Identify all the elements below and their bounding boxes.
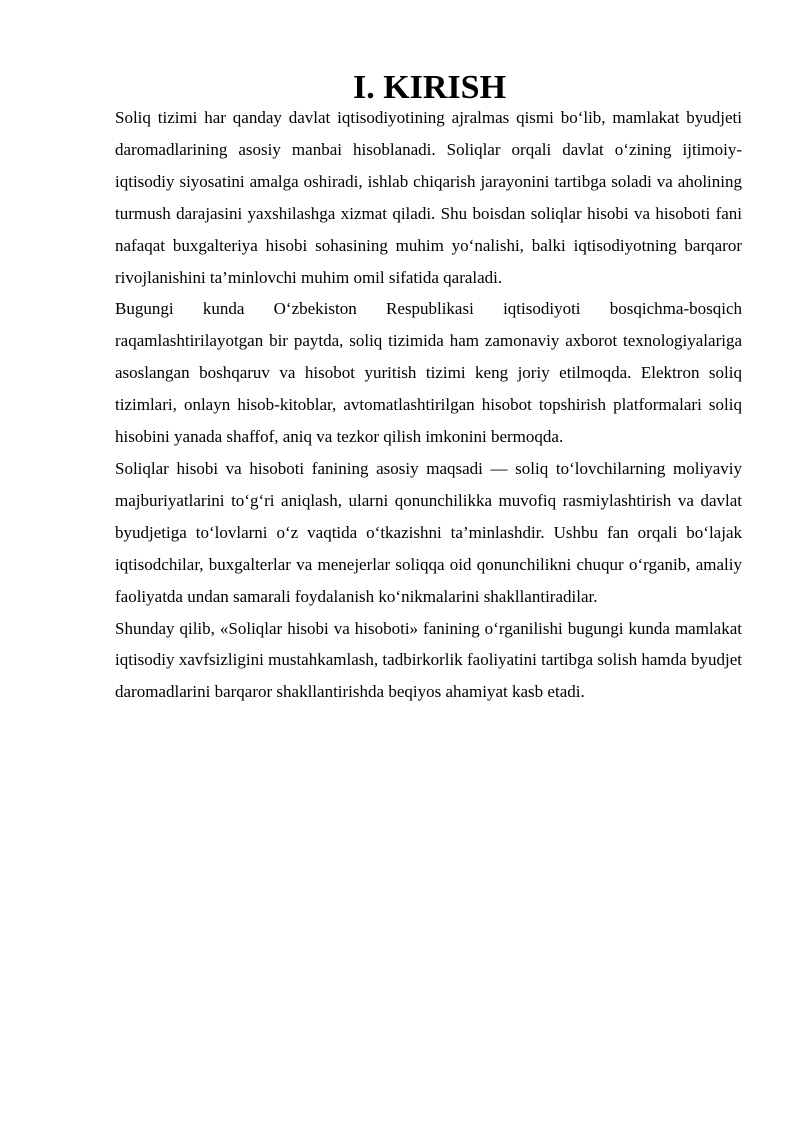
paragraph-3: Soliqlar hisobi va hisoboti fanining asosiy maqsadi — soliq to‘lovchilarning moliyaviy majburiyatlarini to‘g‘ri aniqlash, ularni qonunchilikka muvofiq rasmiylashtirish va davlat byudjetiga to‘lovlarni o‘z vaqtida o‘tkazishni ta’minlashdir. Ushbu fan orqali bo‘lajak iqtisodchilar, buxgalterlar va menejerlar soliqqa oid qonunchilikni chuqur o‘rganib, amaliy faoliyatda undan samarali foydalanish ko‘nikmalarini shakllantiradilar.: [115, 458, 742, 606]
document-body: [115, 69, 742, 708]
section-heading: I. KIRISH: [352, 69, 507, 106]
paragraph-4: Shunday qilib, «Soliqlar hisobi va hisoboti» fanining o‘rganilishi bugungi kunda mamlakat iqtisodiy xavfsizligini mustahkamlash, tadbirkorlik faoliyatini tartibga solish hamda byudjet daromadlarini barqaror shakllantirishda beqiyos ahamiyat kasb etadi.: [115, 618, 742, 702]
paragraph-1: Soliq tizimi har qanday davlat iqtisodiyotining ajralmas qismi bo‘lib, mamlakat byudjeti daromadlarining asosiy manbai hisoblanadi. Soliqlar orqali davlat o‘zining ijtimoiy-iqtisodiy siyosatini amalga oshiradi, ishlab chiqarish jarayonini tartibga soladi va aholining turmush darajasini yaxshilashga xizmat qiladi. Shu boisdan soliqlar hisobi va hisoboti fani nafaqat buxgalteriya hisobi sohasining muhim yo‘nalishi, balki iqtisodiyotning barqaror rivojlanishini ta’minlovchi muhim omil sifatida qaraladi.: [115, 108, 742, 287]
paragraph-2: Bugungi kunda O‘zbekiston Respublikasi iqtisodiyoti bosqichma-bosqich raqamlashtirilayotgan bir paytda, soliq tizimida ham zamonaviy axborot texnologiyalariga asoslangan boshqaruv va hisobot yuritish tizimi keng joriy etilmoqda. Elektron soliq tizimlari, onlayn hisob-kitoblar, avtomatlashtirilgan hisobot topshirish platformalari soliq hisobini yanada shaffof, aniq va tezkor qilish imkonini bermoqda.: [115, 299, 742, 447]
